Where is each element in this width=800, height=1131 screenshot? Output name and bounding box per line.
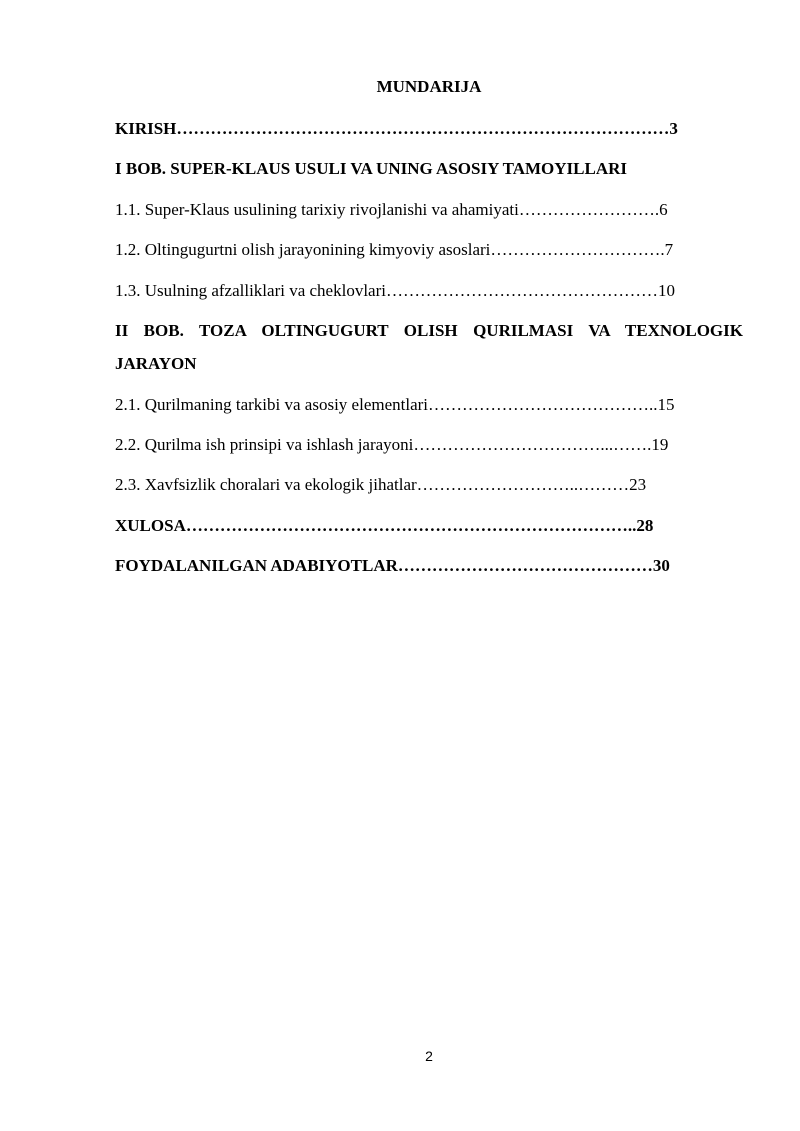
- toc-chapter-2: II BOB. TOZA OLTINGUGURT OLISH QURILMASI VA TEXNOLOGIK JARAYON: [115, 321, 743, 373]
- toc-section-2-1: 2.1. Qurilmaning tarkibi va asosiy elementlari…………………………………..15: [115, 395, 675, 414]
- toc-entry-intro: KIRISH……………………………………………………………………………3: [115, 119, 678, 138]
- toc-section-1-3: 1.3. Usulning afzalliklari va cheklovlari…………………………………………10: [115, 281, 675, 300]
- toc-entry-conclusion: XULOSA……………………………………………………………………..28: [115, 516, 654, 535]
- toc-entry-references: FOYDALANILGAN ADABIYOTLAR………………………………………30: [115, 556, 670, 575]
- toc-section-1-2: 1.2. Oltingugurtni olish jarayonining kimyoviy asoslari………………………….7: [115, 240, 674, 259]
- toc-section-2-3: 2.3. Xavfsizlik choralari va ekologik jihatlar………………………..………23: [115, 475, 647, 494]
- toc-section-1-1: 1.1. Super-Klaus usulining tarixiy rivojlanishi va ahamiyati…………………….6: [115, 200, 668, 219]
- toc-section-2-2: 2.2. Qurilma ish prinsipi va ishlash jarayoni……………………………...…….19: [115, 435, 669, 454]
- toc-chapter-1: I BOB. SUPER-KLAUS USULI VA UNING ASOSIY TAMOYILLARI: [115, 159, 628, 178]
- toc-title: MUNDARIJA: [376, 77, 482, 96]
- page-number: 2: [425, 1048, 433, 1064]
